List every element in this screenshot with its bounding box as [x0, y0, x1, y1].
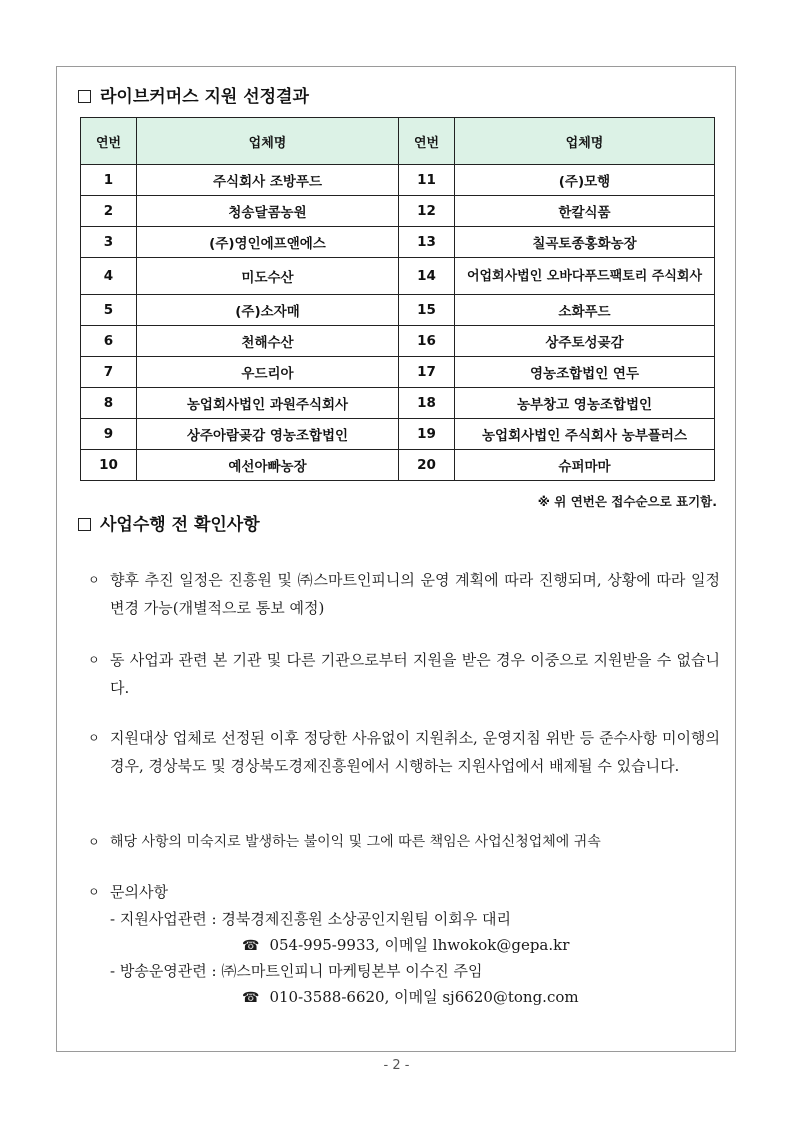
company-name: (주)영인에프앤에스 — [137, 227, 399, 258]
contact-phone-email: 054-995-9933, 이메일 lhwokok@gepa.kr — [269, 936, 570, 954]
row-no: 9 — [81, 419, 137, 450]
section-title: 라이브커머스 지원 선정결과 — [100, 87, 309, 107]
row-no: 15 — [399, 295, 455, 326]
contact-detail — [242, 984, 579, 1011]
section-title: 사업수행 전 확인사항 — [100, 515, 260, 535]
phone-icon: ☎ — [242, 938, 260, 954]
table-row — [81, 388, 715, 419]
row-no: 11 — [399, 165, 455, 196]
company-name: 칠곡토종홍화농장 — [455, 227, 715, 258]
notice-text: 문의사항 — [110, 883, 168, 901]
results-table — [80, 117, 715, 481]
table-header-row — [81, 118, 715, 165]
contact-label: - 지원사업관련 : 경북경제진흥원 소상공인지원팀 이회우 대리 — [110, 910, 511, 928]
contact-label: - 방송운영관련 : ㈜스마트인피니 마케팅본부 이수진 주임 — [110, 962, 483, 980]
row-no: 1 — [81, 165, 137, 196]
notice-item — [88, 828, 720, 856]
company-name: 소화푸드 — [455, 295, 715, 326]
row-no: 2 — [81, 196, 137, 227]
notice-text: 지원대상 업체로 선정된 이후 정당한 사유없이 지원취소, 운영지침 위반 등 준수사항 미이행의 경우, 경상북도 및 경상북도경제진흥원에서 시행하는 지원사업에서 배제될 수 있습니다. — [110, 729, 720, 775]
company-name: 농업회사법인 주식회사 농부플러스 — [455, 419, 715, 450]
row-no: 17 — [399, 357, 455, 388]
contact-phone-email: 010-3588-6620, 이메일 sj6620@tong.com — [269, 988, 579, 1006]
notice-item — [88, 566, 720, 622]
table-row — [81, 326, 715, 357]
header-no: 연번 — [399, 118, 455, 165]
company-name: 어업회사법인 오바다푸드팩토리 주식회사 — [455, 258, 715, 295]
company-name: 슈퍼마마 — [455, 450, 715, 481]
header-no: 연번 — [81, 118, 137, 165]
table-note: ※ 위 연번은 접수순으로 표기함. — [537, 494, 717, 509]
company-name: 농부창고 영농조합법인 — [455, 388, 715, 419]
notice-item — [88, 646, 720, 702]
table-row — [81, 419, 715, 450]
row-no: 5 — [81, 295, 137, 326]
table-row — [81, 258, 715, 295]
checkbox-icon — [78, 518, 91, 531]
circle-bullet-icon: ㅇ — [88, 731, 100, 745]
row-no: 20 — [399, 450, 455, 481]
section-heading-checklist — [78, 514, 260, 536]
contact-detail — [242, 932, 569, 959]
section-heading-results — [78, 86, 309, 108]
company-name: (주)소자매 — [137, 295, 399, 326]
company-name: 우드리아 — [137, 357, 399, 388]
company-name: 예선아빠농장 — [137, 450, 399, 481]
header-company: 업체명 — [455, 118, 715, 165]
row-no: 4 — [81, 258, 137, 295]
header-company: 업체명 — [137, 118, 399, 165]
company-name: 청송달콤농원 — [137, 196, 399, 227]
table-row — [81, 450, 715, 481]
circle-bullet-icon: ㅇ — [88, 653, 100, 667]
table-row — [81, 357, 715, 388]
company-name: 천해수산 — [137, 326, 399, 357]
circle-bullet-icon: ㅇ — [88, 835, 100, 849]
phone-icon: ☎ — [242, 990, 260, 1006]
notice-text: 해당 사항의 미숙지로 발생하는 불이익 및 그에 따른 책임은 사업신청업체에 귀속 — [110, 834, 601, 850]
row-no: 12 — [399, 196, 455, 227]
row-no: 6 — [81, 326, 137, 357]
table-row — [81, 165, 715, 196]
company-name: (주)모행 — [455, 165, 715, 196]
page-number: - 2 - — [383, 1058, 410, 1073]
circle-bullet-icon: ㅇ — [88, 573, 100, 587]
row-no: 19 — [399, 419, 455, 450]
company-name: 농업회사법인 과원주식회사 — [137, 388, 399, 419]
row-no: 3 — [81, 227, 137, 258]
table-row — [81, 227, 715, 258]
circle-bullet-icon: ㅇ — [88, 885, 100, 899]
notice-item — [88, 724, 720, 780]
row-no: 10 — [81, 450, 137, 481]
row-no: 8 — [81, 388, 137, 419]
notice-item — [88, 878, 720, 906]
company-name: 영농조합법인 연두 — [455, 357, 715, 388]
table-row — [81, 295, 715, 326]
row-no: 14 — [399, 258, 455, 295]
company-name: 한칼식품 — [455, 196, 715, 227]
table-row — [81, 196, 715, 227]
row-no: 18 — [399, 388, 455, 419]
row-no: 16 — [399, 326, 455, 357]
company-name: 미도수산 — [137, 258, 399, 295]
row-no: 13 — [399, 227, 455, 258]
company-name: 상주아람곶감 영농조합법인 — [137, 419, 399, 450]
company-name: 주식회사 조방푸드 — [137, 165, 399, 196]
row-no: 7 — [81, 357, 137, 388]
checkbox-icon — [78, 90, 91, 103]
notice-text: 향후 추진 일정은 진흥원 및 ㈜스마트인피니의 운영 계획에 따라 진행되며, 상황에 따라 일정 변경 가능(개별적으로 통보 예정) — [110, 571, 720, 617]
company-name: 상주토성곶감 — [455, 326, 715, 357]
notice-text: 동 사업과 관련 본 기관 및 다른 기관으로부터 지원을 받은 경우 이중으로 지원받을 수 없습니다. — [110, 651, 720, 697]
